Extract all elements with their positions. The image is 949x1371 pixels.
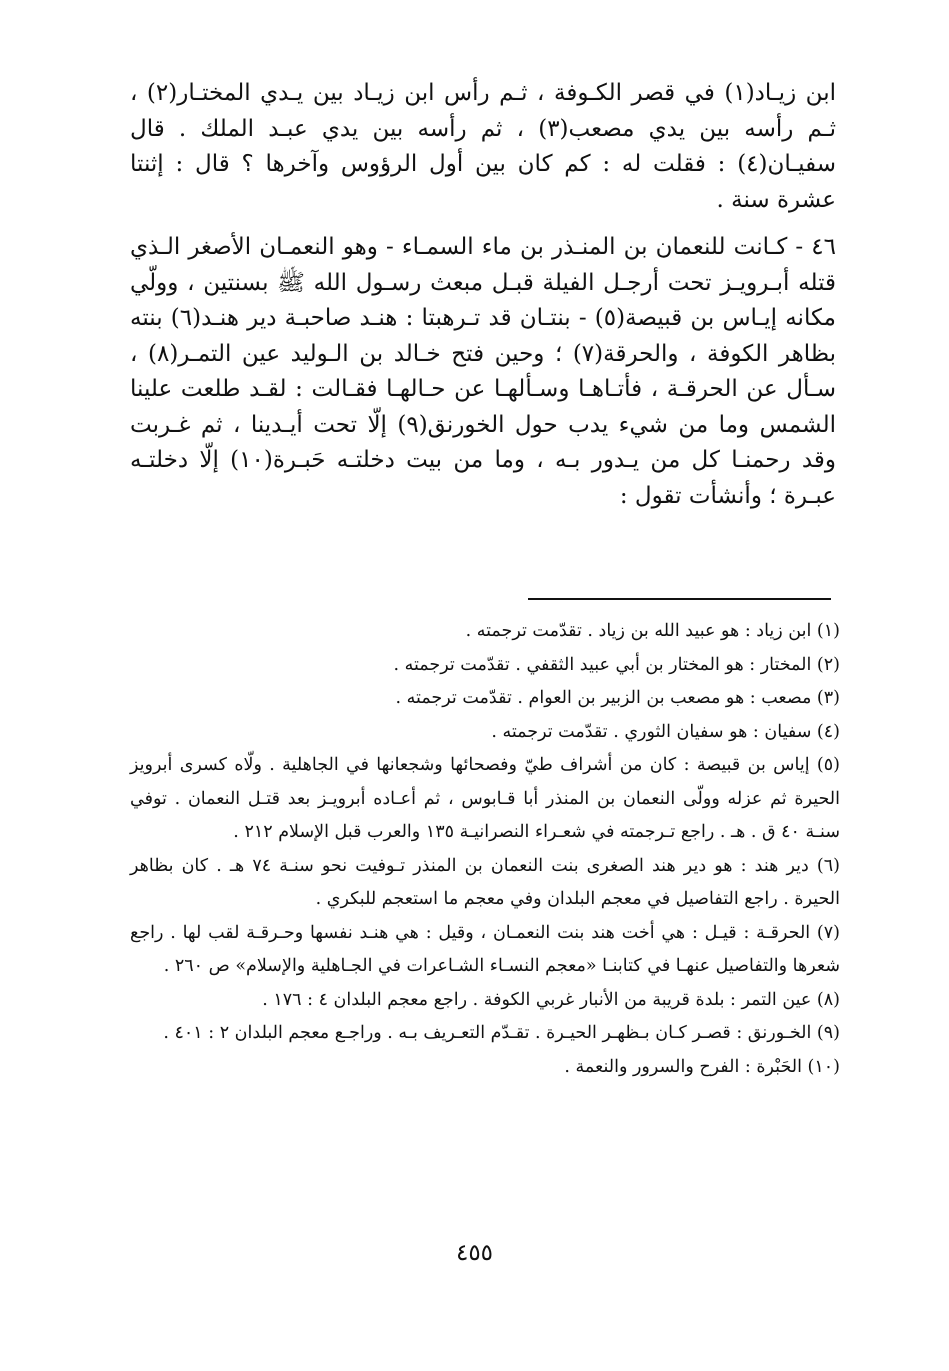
- footnote-5: (٥) إياس بن قبيصة : كان من أشراف طيّ وفصحائها وشجعانها في الجاهلية . ولّاه كسرى أبرويز الحيرة ثم عزله وولّى النعمان بن المنذر أبا قـابوس ، ثم أعـاده أبرويـز بعد قتـل النعمان . توفي سنـة ٤٠ ق . هـ . راجع تـرجمته في شعـراء النصرانيـة ١٣٥ والعرب قبل الإسلام ٢١٢ .: [130, 755, 840, 842]
- footnote-1: (١) ابن زياد : هو عبيد الله بن زياد . تقدّمت ترجمته .: [465, 621, 840, 641]
- footnote-7: (٧) الحرقـة : قيـل : هي أخت هند بنت النعمـان ، وقيل : هي هنـد نفسها وحـرقـة لقب لها . راجع شعرها والتفاصيل عنهـا في كتابنـا «معجم النسـاء الشـاعرات في الجـاهلية والإسلام» ص ٢٦٠ .: [130, 922, 840, 976]
- main-text: [130, 76, 836, 514]
- footnotes: [130, 615, 840, 1084]
- paragraph-2: ٤٦ - كـانت للنعمان بن المنـذر بن ماء السمـاء - وهو النعمـان الأصغر الـذي قتله أبـرويـز تحت أرجـل الفيلة قبـل مبعث رسـول الله ﷺ بسنتين ، وولّي مكانه إيـاس بن قبيصة(٥) - بنتـان قد تـرهبتا : هنـد صاحبـة دير هنـد(٦) بنته بظاهر الكوفة ، والحرقة(٧) ؛ وحين فتح خـالد بن الـوليد عين التمـر(٨) ، سـأل عن الحرقـة ، فأتـاهـا وسـألهـا عن حـالهـا فقـالت : لقـد طلعت علينا الشمس وما من شيء يدب حول الخورنق(٩) إلّا تحت أيـدينا ، ثم غـربت وقد رحمنـا كل من يـدور بـه ، وما من بيت دخلتـه حَبـرة(١٠) إلّا دخلتـه عبـرة ؛ وأنشأت تقول :: [130, 234, 836, 509]
- footnote-3: (٣) مصعب : هو مصعب بن الزبير بن العوام . تقدّمت ترجمته .: [395, 688, 840, 708]
- paragraph-1: ابن زيـاد(١) في قصر الكـوفة ، ثـم رأس ابن زيـاد بين يـدي المختـار(٢) ، ثـم رأسه بين يدي مصعب(٣) ، ثم رأسه بين يدي عبـد الملك . قال سفيـان(٤) : فقلت له : كم كان بين أول الرؤوس وآخرها ؟ قال : إثنتا عشرة سنة .: [130, 80, 836, 213]
- footnote-8: (٨) عين التمر : بلدة قريبة من الأنبار غربي الكوفة . راجع معجم البلدان ٤ : ١٧٦ .: [262, 989, 840, 1010]
- footnote-4: (٤) سفيان : هو سفيان الثوري . تقدّمت ترجمته .: [491, 721, 840, 742]
- footnote-6: (٦) دير هند : هو دير هند الصغرى بنت النعمان بن المنذر تـوفيت نحو سنـة ٧٤ هـ . كان بظاهر الحيرة . راجع التفاصيل في معجم البلدان وفي معجم ما استعجم للبكري .: [130, 855, 840, 909]
- footnote-separator: [528, 598, 831, 600]
- footnote-9: (٩) الخـورنق : قصـر كـان بـظهـر الحيـرة . تقـدّم التعـريف بـه . وراجـع معجم البلدان ٢ : ٤٠١ .: [163, 1023, 840, 1043]
- footnote-10: (١٠) الحَبْرة : الفرح والسرور والنعمة .: [564, 1056, 840, 1077]
- footnote-2: (٢) المختار : هو المختار بن أبي عبيد الثقفي . تقدّمت ترجمته .: [393, 654, 840, 675]
- page-number: ٤٥٥: [455, 1240, 494, 1266]
